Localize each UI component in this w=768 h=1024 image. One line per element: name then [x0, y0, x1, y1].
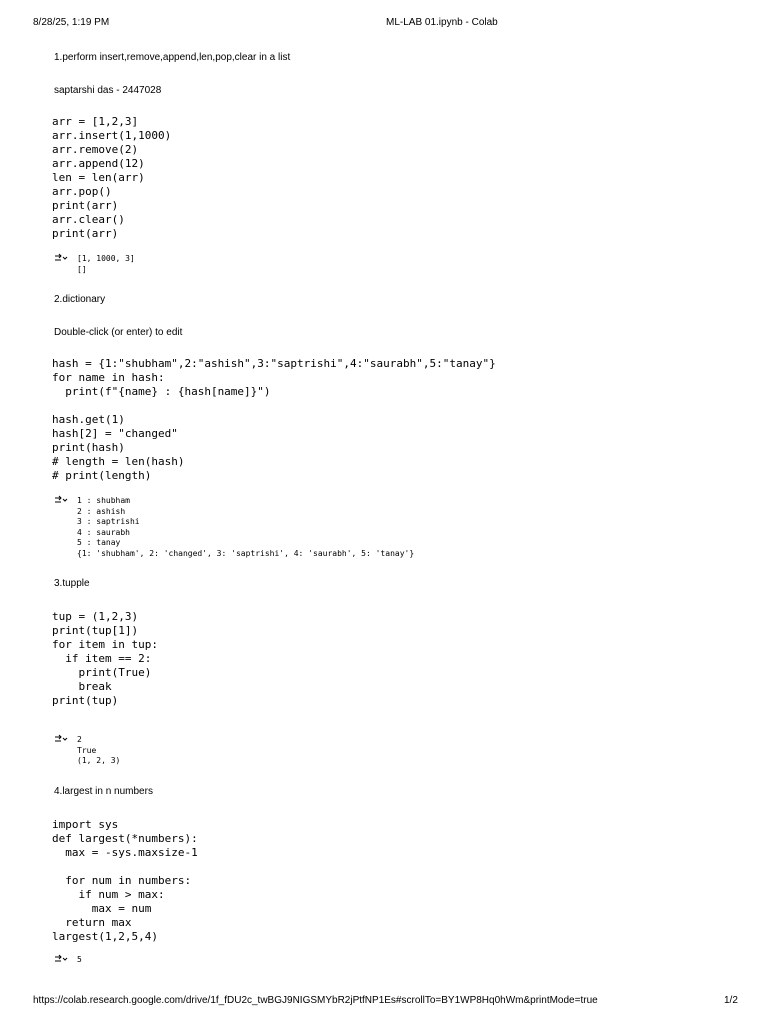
markdown-cell-dictionary-heading[interactable]: 2.dictionary — [54, 294, 106, 305]
code-cell-dictionary[interactable]: hash = {1:"shubham",2:"ashish",3:"saptrishi",4:"saurabh",5:"tanay"} for name in hash: print(f"{name} : {hash[name]}") hash.get(1) hash[2] = "changed" print(hash) # length = len(hash) # print(length) — [52, 357, 496, 482]
page-url: https://colab.research.google.com/drive/1f_fDU2c_twBGJ9NIGSMYbR2jPtfNP1Es#scrollTo=BY1WP8Hq0hWm&printMode=true — [33, 995, 598, 1006]
output-toggle-icon[interactable] — [54, 954, 68, 964]
markdown-cell-tuple-heading[interactable]: 3.tupple — [54, 578, 90, 589]
output-toggle-icon[interactable] — [54, 253, 68, 263]
output-dictionary: 1 : shubham 2 : ashish 3 : saptrishi 4 : saurabh 5 : tanay {1: 'shubham', 2: 'changed', 3: 'saptrishi', 4: 'saurabh', 5: 'tanay'} — [77, 496, 415, 558]
print-date: 8/28/25, 1:19 PM — [33, 17, 110, 28]
output-list: [1, 1000, 3] [] — [77, 254, 135, 274]
output-toggle-icon[interactable] — [54, 734, 68, 744]
code-cell-tuple[interactable]: tup = (1,2,3) print(tup[1]) for item in tup: if item == 2: print(True) break print(tup) — [52, 610, 158, 707]
output-toggle-icon[interactable] — [54, 495, 68, 505]
document-title: ML-LAB 01.ipynb - Colab — [386, 17, 498, 28]
output-tuple: 2 True (1, 2, 3) — [77, 735, 121, 765]
code-cell-largest[interactable]: import sys def largest(*numbers): max = -sys.maxsize-1 for num in numbers: if num > max: max = num return max largest(1,2,5,4) — [52, 818, 198, 943]
code-cell-list[interactable]: arr = [1,2,3] arr.insert(1,1000) arr.remove(2) arr.append(12) len = len(arr) arr.pop() print(arr) arr.clear() print(arr) — [52, 115, 172, 240]
markdown-cell-list-heading[interactable]: 1.perform insert,remove,append,len,pop,clear in a list — [54, 52, 291, 63]
markdown-cell-author[interactable]: saptarshi das - 2447028 — [54, 85, 162, 96]
page-number: 1/2 — [724, 995, 738, 1006]
markdown-cell-placeholder[interactable]: Double-click (or enter) to edit — [54, 327, 183, 338]
output-largest: 5 — [77, 955, 82, 964]
markdown-cell-largest-heading[interactable]: 4.largest in n numbers — [54, 786, 153, 797]
